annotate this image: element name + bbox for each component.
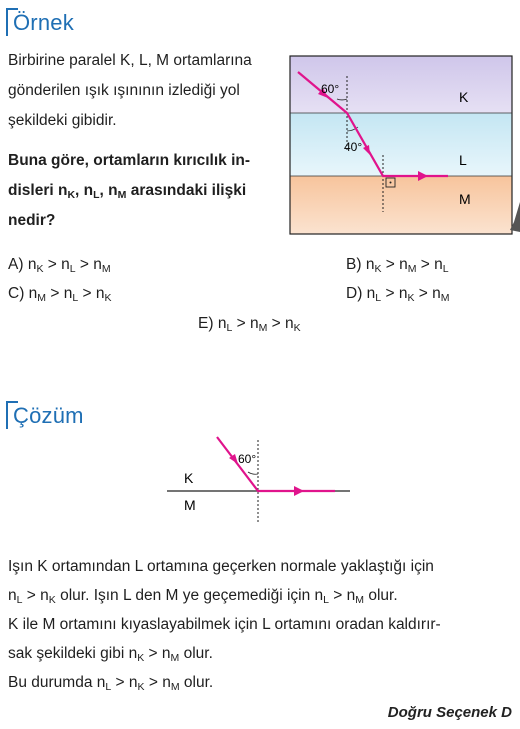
question-line-2: disleri $n_K$, $n_L$, $n_M$ arasındaki ilişki [8, 182, 247, 201]
refraction-figure [288, 54, 520, 240]
solution-heading: Çözüm [13, 403, 84, 428]
example-heading: Örnek [13, 10, 74, 35]
solution-line-4: sak şekildeki gibi $n_K > n_M$ olur. [8, 645, 213, 664]
right-angle-dot [390, 182, 392, 184]
solution-angle-arc [248, 472, 258, 474]
correct-answer: Doğru Seçenek D [387, 704, 512, 721]
option-e[interactable]: E) $n_L > n_M > n_K$ [198, 315, 301, 334]
solution-label-k: K [184, 470, 194, 486]
example-text [8, 46, 288, 136]
option-c[interactable]: C) $n_M > n_L > n_K$ [8, 285, 112, 304]
option-b[interactable]: B) $n_K > n_M > n_L$ [346, 256, 449, 275]
example-text-line-1: Birbirine paralel K, L, M ortamlarına [8, 52, 252, 69]
label-m: M [459, 191, 471, 207]
solution-line-3: K ile M ortamını kıyaslayabilmek için L ortamını oradan kaldırır- [8, 616, 441, 633]
solution-ray-arrow-2 [294, 486, 304, 496]
option-a[interactable]: A) $n_K > n_L > n_M$ [8, 256, 111, 275]
question-line-3: nedir? [8, 212, 56, 229]
medium-l-layer [290, 113, 512, 176]
solution-line-5: Bu durumda $n_L > n_K > n_M$ olur. [8, 674, 214, 693]
solution-line-1: Işın K ortamından L ortamına geçerken normale yaklaştığı için [8, 558, 434, 575]
option-d[interactable]: D) $n_L > n_K > n_M$ [346, 285, 450, 304]
solution-ray [217, 437, 335, 491]
label-l: L [459, 152, 467, 168]
label-k: K [459, 89, 469, 105]
question-line-1: Buna göre, ortamların kırıcılık in- [8, 152, 251, 169]
medium-m-layer [290, 176, 512, 234]
solution-text [8, 552, 511, 697]
angle-40-label: 40° [344, 140, 363, 154]
example-text-line-2: gönderilen ışık ışınının izlediği yol [8, 82, 240, 99]
example-text-line-3: şekildeki gibidir. [8, 112, 117, 129]
solution-label-m: M [184, 497, 196, 513]
solution-figure [160, 430, 360, 530]
angle-60-label: 60° [321, 82, 340, 96]
solution-line-2: $n_L > n_K$ olur. Işın L den M ye geçemediği için $n_L > n_M$ olur. [8, 587, 398, 606]
example-question [8, 146, 293, 236]
solution-angle-label: 60° [238, 452, 257, 466]
